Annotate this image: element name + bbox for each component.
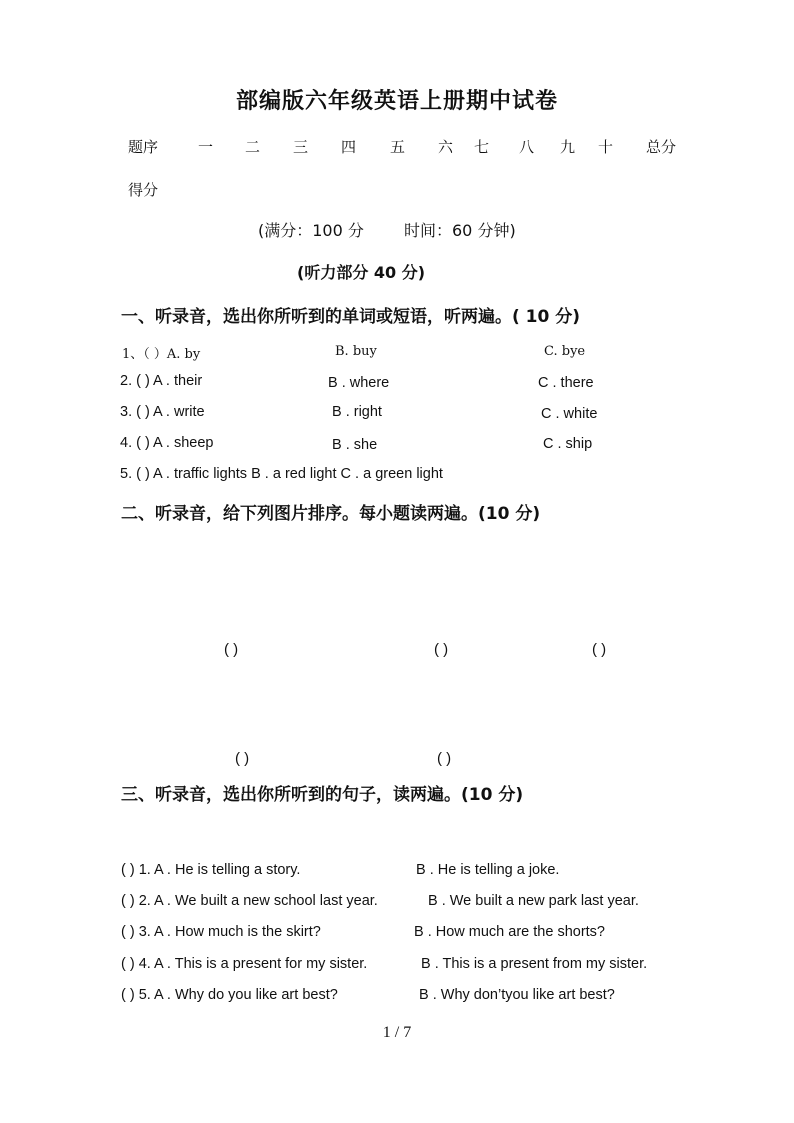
s1-q3-c: C . white (541, 406, 598, 422)
score-label: 得分 (128, 181, 159, 199)
order-blank-2[interactable]: ( ) (434, 641, 449, 658)
score-col-1: 一 (198, 138, 214, 156)
score-col-2: 二 (245, 138, 261, 156)
score-col-3: 三 (293, 138, 309, 156)
score-col-5: 五 (390, 138, 406, 156)
score-col-10: 十 (598, 138, 614, 156)
order-blank-3[interactable]: ( ) (592, 641, 607, 658)
s3-q4-b: B . This is a present from my sister. (421, 956, 648, 972)
s3-q1-b: B . He is telling a joke. (416, 862, 560, 878)
s1-q1-a: 1、（ ）A. by (122, 347, 201, 362)
s3-q1-a: ( ) 1. A . He is telling a story. (121, 862, 301, 878)
s3-q2-b: B . We built a new park last year. (428, 893, 639, 909)
score-col-9: 九 (560, 138, 576, 156)
score-col-8: 八 (519, 138, 535, 156)
s3-q3-b: B . How much are the shorts? (414, 924, 605, 940)
listening-part-heading: (听力部分 40 分) (297, 263, 426, 282)
order-blank-4[interactable]: ( ) (235, 750, 250, 767)
order-blank-1[interactable]: ( ) (224, 641, 239, 658)
s3-q5-b: B . Why don’tyou like art best? (419, 987, 615, 1003)
s3-q4-a: ( ) 4. A . This is a present for my sister. (121, 956, 368, 972)
score-total-label: 总分 (646, 138, 677, 156)
s1-q1-b: B. buy (335, 344, 377, 359)
s1-q4-c: C . ship (543, 436, 593, 452)
score-header-label: 题序 (128, 138, 159, 156)
s1-q3-b: B . right (332, 404, 382, 420)
s1-q2-c: C . there (538, 375, 594, 391)
s1-q2-b: B . where (328, 375, 390, 391)
s3-q3-a: ( ) 3. A . How much is the skirt? (121, 924, 321, 940)
score-col-6: 六 (438, 138, 454, 156)
s3-q5-a: ( ) 5. A . Why do you like art best? (121, 987, 338, 1003)
full-marks: (满分：100 分 (258, 221, 364, 240)
exam-time: 时间：60 分钟) (404, 221, 516, 240)
section1-heading: 一、听录音，选出你所听到的单词或短语，听两遍。( 10 分) (121, 307, 581, 327)
s1-q4-b: B . she (332, 437, 378, 453)
s1-q5: 5. ( ) A . traffic lights B . a red light C . a green light (120, 466, 443, 482)
s1-q4-a: 4. ( ) A . sheep (120, 435, 214, 451)
s1-q2-a: 2. ( ) A . their (120, 373, 203, 389)
s1-q3-a: 3. ( ) A . write (120, 404, 205, 420)
order-blank-5[interactable]: ( ) (437, 750, 452, 767)
s1-q1-c: C. bye (544, 344, 586, 359)
page-title: 部编版六年级英语上册期中试卷 (235, 89, 558, 114)
section2-heading: 二、听录音，给下列图片排序。每小题读两遍。(10 分) (121, 504, 541, 524)
s3-q2-a: ( ) 2. A . We built a new school last year. (121, 893, 378, 909)
score-col-4: 四 (341, 138, 357, 156)
section3-heading: 三、听录音，选出你所听到的句子，读两遍。(10 分) (121, 785, 524, 805)
score-col-7: 七 (474, 138, 490, 156)
page-number: 1 / 7 (382, 1024, 412, 1041)
